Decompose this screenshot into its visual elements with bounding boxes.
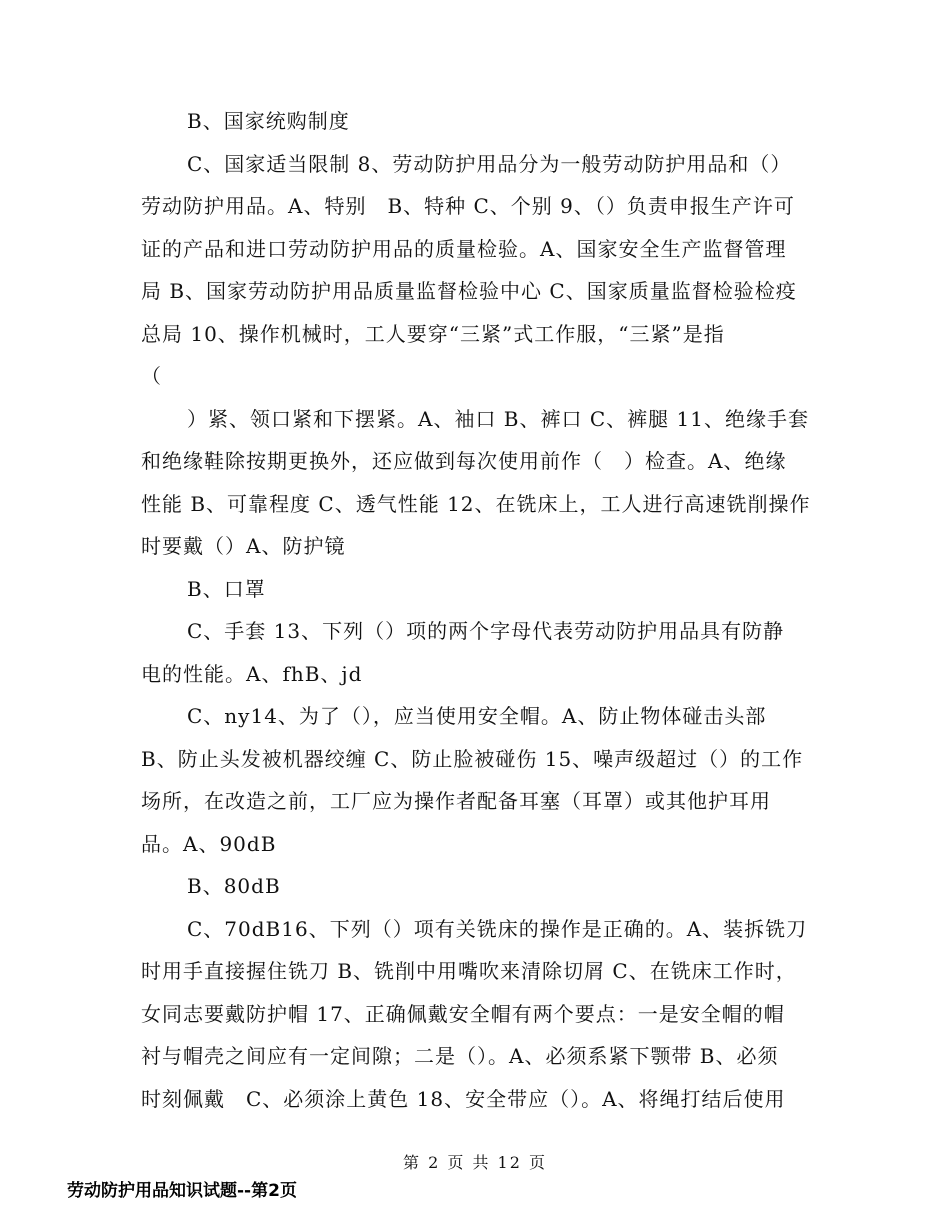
- text-line: 电的性能。A、fhB、jd: [141, 661, 363, 686]
- text-line: 时要戴（）A、防护镜: [141, 534, 346, 558]
- text-line: 局 B、国家劳动防护用品质量监督检验中心 C、国家质量监督检验检疫: [141, 279, 797, 303]
- text-line: C、国家适当限制 8、劳动防护用品分为一般劳动防护用品和（）: [187, 151, 792, 176]
- text-line: 证的产品和进口劳动防护用品的质量检验。A、国家安全生产监督管理: [141, 236, 787, 261]
- text-line: 场所，在改造之前，工厂应为操作者配备耳塞（耳罩）或其他护耳用: [141, 789, 771, 813]
- text-line: B、防止头发被机器绞缠 C、防止脸被碰伤 15、噪声级超过（）的工作: [141, 746, 804, 771]
- text-line: 和绝缘鞋除按期更换外，还应做到每次使用前作（ ）检查。A、绝缘: [141, 449, 787, 473]
- text-line: ）紧、领口紧和下摆紧。A、袖口 B、裤口 C、裤腿 11、绝缘手套: [187, 406, 809, 431]
- text-line: 衬与帽壳之间应有一定间隙；二是（）。A、必须系紧下颚带 B、必须: [141, 1044, 779, 1068]
- text-line: 性能 B、可靠程度 C、透气性能 12、在铣床上，工人进行高速铣削操作: [141, 491, 811, 516]
- text-line: 女同志要戴防护帽 17、正确佩戴安全帽有两个要点：一是安全帽的帽: [141, 1001, 785, 1026]
- text-line: 劳动防护用品。A、特别 B、特种 C、个别 9、（）负责申报生产许可: [141, 194, 795, 218]
- text-line: B、80dB: [187, 874, 281, 898]
- document-footer-title: 劳动防护用品知识试题--第2页: [67, 1181, 297, 1201]
- text-line: B、国家统购制度: [187, 109, 350, 133]
- text-line: C、70dB16、下列（）项有关铣床的操作是正确的。A、装拆铣刀: [187, 916, 808, 941]
- text-line: （: [141, 364, 162, 388]
- text-line: C、ny14、为了（），应当使用安全帽。A、防止物体碰击头部: [187, 704, 767, 728]
- text-line: 品。A、90dB: [141, 831, 277, 856]
- text-line: 总局 10、操作机械时，工人要穿“三紧”式工作服，“三紧”是指: [141, 321, 725, 346]
- document-body: [141, 100, 811, 1120]
- text-line: 时刻佩戴 C、必须涂上黄色 18、安全带应（）。A、将绳打结后使用: [141, 1086, 786, 1111]
- text-line: C、手套 13、下列（）项的两个字母代表劳动防护用品具有防静: [187, 619, 785, 643]
- text-line: 时用手直接握住铣刀 B、铣削中用嘴吹来清除切屑 C、在铣床工作时，: [141, 959, 797, 983]
- page-number: 第 2 页 共 12 页: [403, 1153, 547, 1172]
- text-line: B、口罩: [187, 576, 266, 601]
